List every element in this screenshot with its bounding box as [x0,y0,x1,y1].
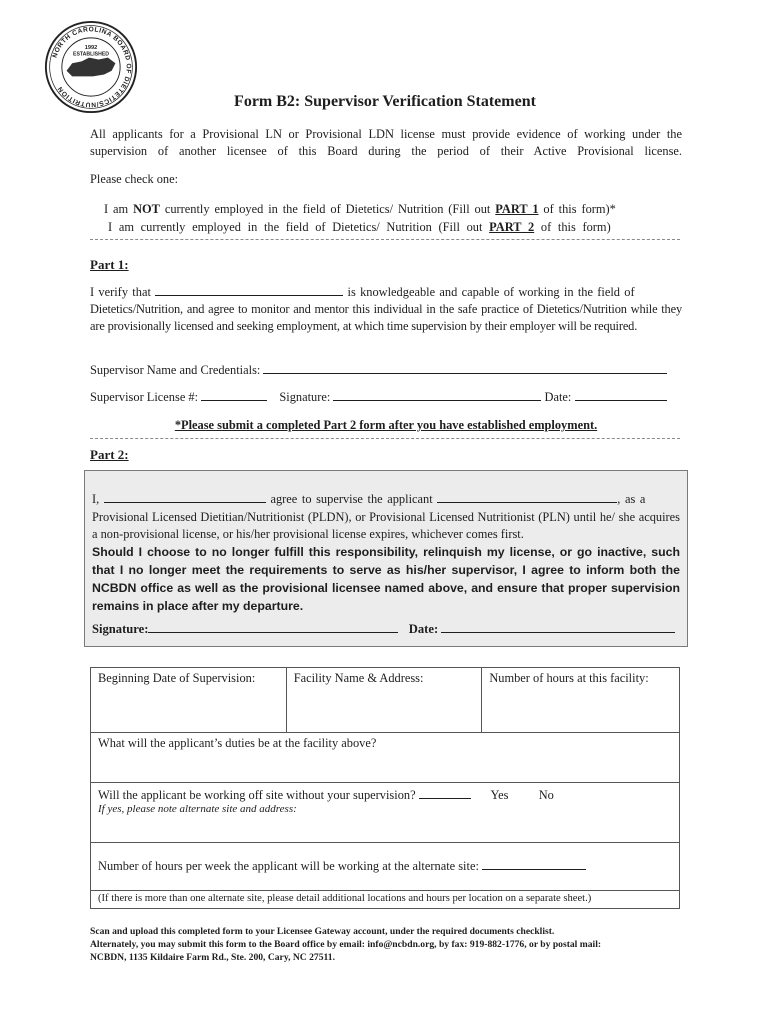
footer-line-3: NCBDN, 1135 Kildaire Farm Rd., Ste. 200, Cary, NC 27511. [90,952,335,963]
part1-signature-label: Signature: [279,390,331,404]
alt-hours-field[interactable] [482,859,586,870]
duties-label: What will the applicant’s duties be at the facility above? [98,736,377,750]
part1-date-label: Date: [544,390,572,404]
option1-text-c: of this form)* [538,202,616,216]
part2-signature-row [92,621,680,638]
option2-text-b: of this form) [534,220,611,234]
seal-established: ESTABLISHED [73,51,109,58]
part1-signature-field[interactable] [333,390,541,401]
part1-verify-rest: Dietetics/Nutrition, and agree to monitor and mentor this individual in the safe practice of Dietetics/Nutrition while they are provisionally licensed and seeking employment, at which time supervision by their employer will be required. [90,302,682,333]
supervisor-name-label: Supervisor Name and Credentials: [90,363,261,377]
part2-box [84,470,688,647]
alt-site-label: If yes, please note alternate site and address: [98,803,297,815]
begin-date-label: Beginning Date of Supervision: [98,671,256,685]
more-sites-note-cell [91,891,680,909]
supervisor-license-label: Supervisor License #: [90,390,199,404]
supervision-details-table [90,667,680,909]
part1-heading: Part 1: [90,257,129,272]
form-title: Form B2: Supervisor Verification Statement [234,93,536,110]
part1-verify-before: I verify that [90,285,151,299]
part2-agree-mid: agree to supervise the applicant [270,492,433,506]
supervisor-license-field[interactable] [201,390,267,401]
duties-cell[interactable] [91,733,680,783]
part2-applicant-name-field[interactable] [437,492,617,503]
offsite-yes-option[interactable]: Yes [490,788,509,802]
supervisor-name-row [90,362,682,379]
hours-label: Number of hours at this facility: [489,671,649,685]
part1-verify-after: is knowledgeable and capable of working in the field of [347,285,635,299]
supervisor-name-field[interactable] [263,363,667,374]
submission-instructions [90,925,682,964]
part2-signature-field[interactable] [148,622,398,633]
footer-line-2: Alternately, you may submit this form to the Board office by email: info@ncbdn.org, by fax: 919-882-1776, or by postal mail: [90,939,602,950]
option1-not: NOT [133,202,160,216]
part2-date-label: Date: [408,622,439,636]
part2-agree-i: I, [92,492,100,506]
part2-agree-rest: Provisional Licensed Dietitian/Nutritionist (PLDN), or Provisional Licensed Nutritionist (PLN) until he/ she acquires a non-provisional license, or his/her provisional license expires, whichever comes first. [92,510,680,541]
option-not-employed[interactable] [104,201,682,218]
hours-cell[interactable] [482,668,680,733]
option-employed[interactable] [108,219,682,236]
part2-bold-statement: Should I choose to no longer fulfill this responsibility, relinquish my license, or go inactive, such that I no longer meet the requirements to serve as his/her supervisor, I agree to inform both the NCBDN office as well as the provisional licensee named above, and ensure that proper supervision remains in place after my departure. [92,545,680,613]
part2-notice: *Please submit a completed Part 2 form after you have established employment. [174,418,598,432]
facility-label: Facility Name & Address: [293,671,424,685]
part1-date-field[interactable] [575,390,667,401]
supervisee-name-field[interactable] [155,285,343,296]
offsite-blank [419,788,471,799]
option1-text-a: I am [104,202,134,216]
part2-date-field[interactable] [441,622,675,633]
option2-text-a: I am currently employed in the field of Dietetics/ Nutrition (Fill out [108,220,490,234]
alt-hours-cell [91,843,680,891]
part2-agree-line [92,491,680,508]
begin-date-cell[interactable] [91,668,287,733]
alt-hours-label: Number of hours per week the applicant will be working at the alternate site: [98,859,479,873]
part2-heading: Part 2: [90,447,129,462]
intro-paragraph: All applicants for a Provisional LN or Provisional LDN license must provide evidence of working under the supervision of another licensee of this Board during the period of their Active Provisional license. [90,127,682,158]
footer-line-1: Scan and upload this completed form to your Licensee Gateway account, under the required documents checklist. [90,926,555,937]
part2-signature-label: Signature: [92,622,149,636]
section-divider-2 [90,438,680,439]
seal-year: 1992 [84,45,98,52]
part2-agree-end: , as a [617,492,646,506]
offsite-cell [91,783,680,843]
option2-part-ref: PART 2 [489,220,535,234]
option1-part-ref: PART 1 [495,202,539,216]
supervisor-license-row [90,389,682,406]
offsite-label: Will the applicant be working off site without your supervision? [98,788,416,802]
option1-text-b: currently employed in the field of Dietetics/ Nutrition (Fill out [159,202,496,216]
section-divider [90,239,680,240]
offsite-no-option[interactable]: No [538,788,554,802]
check-prompt: Please check one: [90,172,179,186]
seal-ring-text: NORTH CAROLINA BOARD OF DIETETICS/NUTRITION [51,26,132,108]
part2-supervisor-name-field[interactable] [104,492,266,503]
facility-cell[interactable] [286,668,482,733]
part1-verify-line [90,284,682,301]
more-sites-note: (If there is more than one alternate site, please detail additional locations and hours per location on a separate sheet.) [98,893,592,904]
